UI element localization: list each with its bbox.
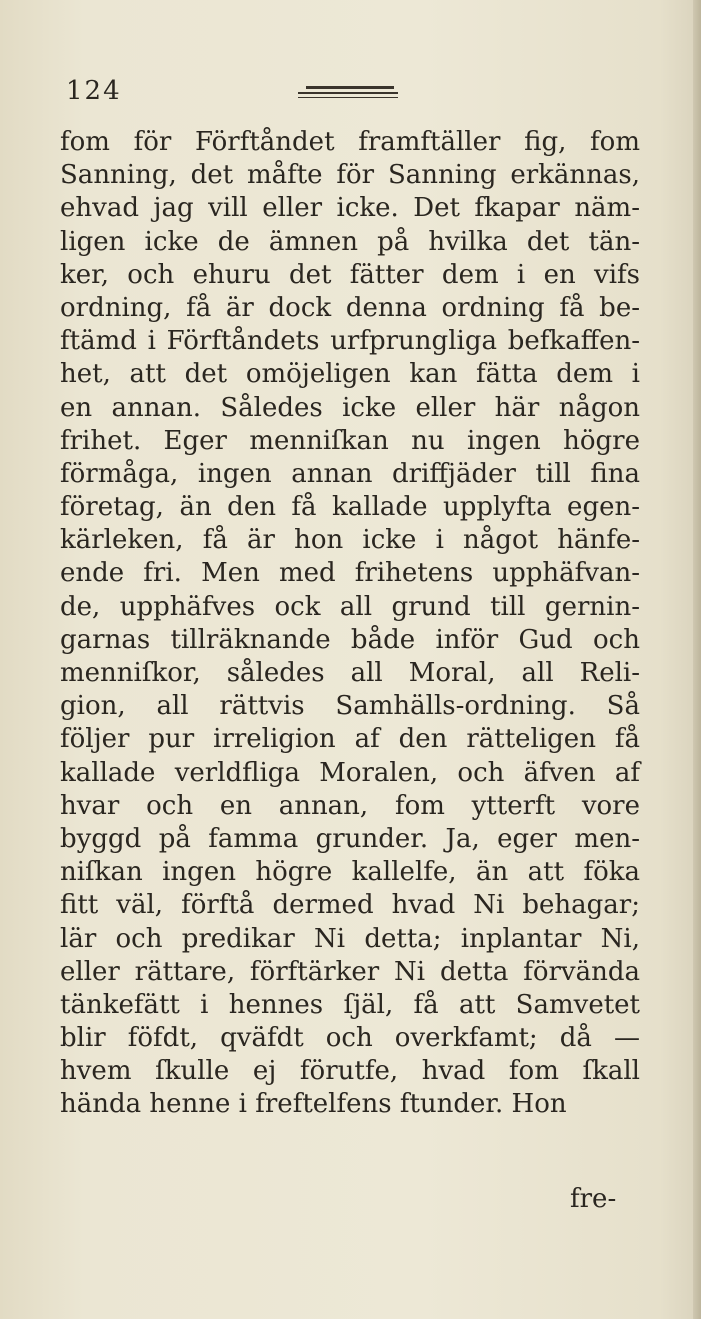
text-line: frihet. Eger menniſkan nu ingen högre [60,425,640,456]
text-line: följer pur irreligion af den rätteligen få [60,724,640,755]
text-line: ende fri. Men med frihetens upphäfvan- [60,558,640,589]
text-line: lär och predikar Ni detta; inplantar Ni, [60,923,640,954]
text-line: Sanning, det måfte för Sanning erkännas, [60,160,640,191]
text-line: förmåga, ingen annan driffjäder till fina [60,458,640,489]
text-line: ligen icke de ämnen på hvilka det tän- [60,226,640,257]
text-line: hvar och en annan, fom ytterft vore [60,790,640,821]
text-line: hända henne i freftelfens ftunder. Hon [60,1089,567,1120]
text-line: fitt väl, förftå dermed hvad Ni behagar; [60,890,640,921]
body-text [60,126,640,1122]
text-line: de, upphäfves ock all grund till gernin- [60,591,640,622]
text-line: fom för Förftåndet framftäller fig, fom [60,127,640,157]
text-line: blir föfdt, qväfdt och overkfamt; då — [60,1023,640,1054]
catchword: fre- [570,1184,617,1214]
text-line: byggd på famma grunder. Ja, eger men- [60,823,640,854]
text-line: menniſkor, således all Moral, all Reli- [60,658,640,688]
page-edge [693,0,701,1319]
text-line: tänkefätt i hennes ſjäl, få att Samvetet [60,989,640,1020]
text-line: hvem ſkulle ej förutfe, hvad fom ſkall [60,1056,640,1087]
text-line: en annan. Således icke eller här någon [60,392,640,423]
text-line: niſkan ingen högre kallelfe, än att föka [60,857,640,888]
text-line: ordning, få är dock denna ordning få be- [60,292,640,323]
text-line: kärleken, få är hon icke i något hänfe- [60,525,640,556]
page-number: 124 [66,76,122,106]
text-line: garnas tillräknande både inför Gud och [60,624,640,655]
text-line: ker, och ehuru det fätter dem i en vifs [60,259,640,290]
text-line: ehvad jag vill eller icke. Det fkapar näm- [60,193,640,224]
text-line: ftämd i Förftåndets urfprungliga befkaffen- [60,326,640,357]
text-line: eller rättare, förftärker Ni detta förvända [60,956,640,987]
text-line: gion, all rättvis Samhälls-ordning. Så [60,691,640,722]
header-ornament-rule [298,86,398,100]
text-line: kallade verldfliga Moralen, och äfven af [60,757,640,788]
text-line: het, att det omöjeligen kan fätta dem i [60,359,640,390]
text-line: företag, än den få kallade upplyfta egen- [60,492,640,523]
